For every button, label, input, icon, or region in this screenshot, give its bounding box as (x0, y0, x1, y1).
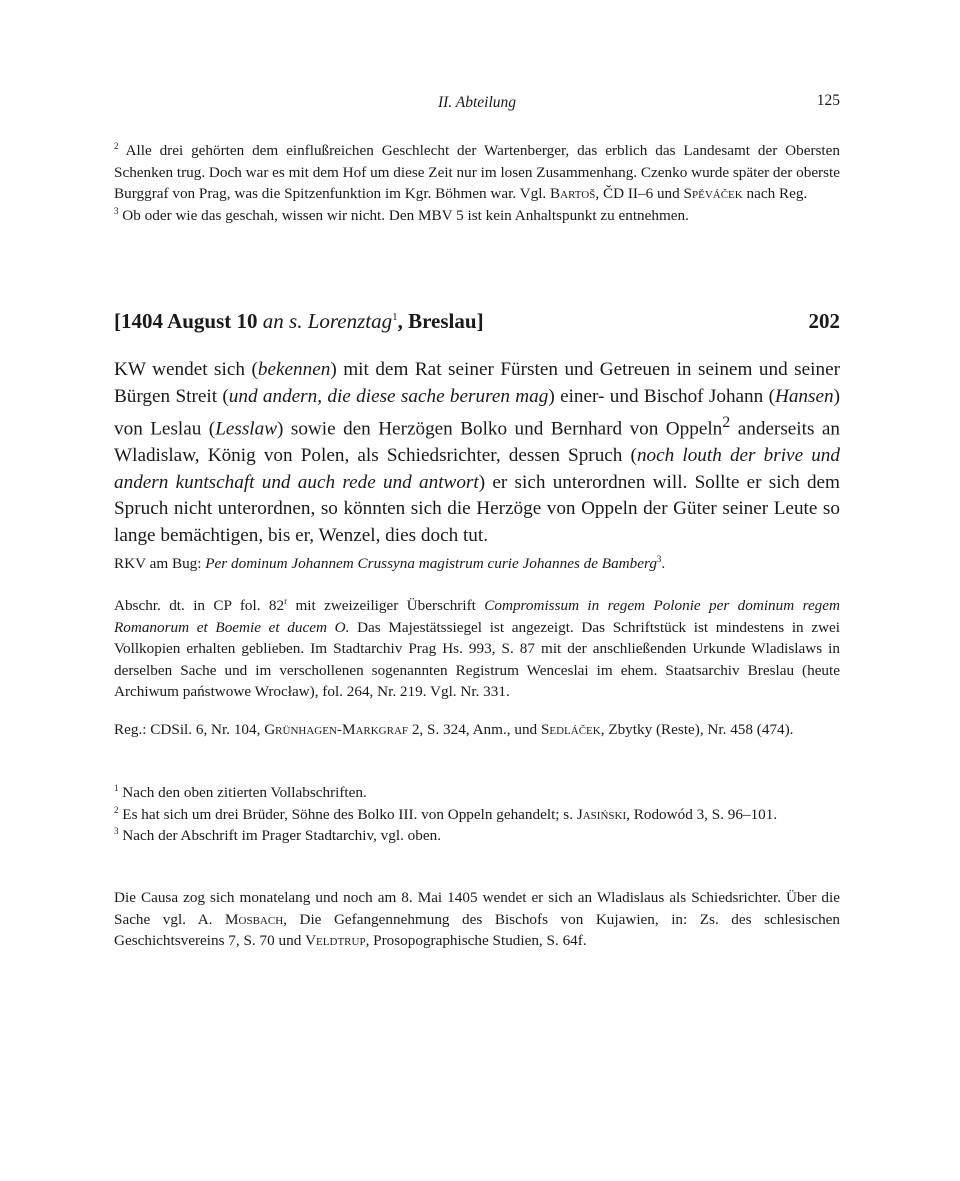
footnotes-top (114, 140, 840, 226)
footnote-text-segment: Ob oder wie das geschah, wissen wir nicht. Den MBV 5 ist kein Anhaltspunkt zu entnehmen. (122, 206, 689, 224)
regest-text-segment: bekennen (257, 359, 331, 380)
rkv-note (114, 553, 840, 575)
commentary-segment: Die Causa zog sich monatelang und noch am 8. Mai 1405 wendet er sich an Wladislaus als Schiedsrichter. Über die Sache vgl. A. (114, 889, 840, 928)
footnote (114, 782, 840, 804)
regest-text-segment: ) er sich unterordnen will. Sollte er sich dem Spruch nicht unterordnen, so könnten sich die Herzöge von Oppeln der Güter seiner Leute so lange bemächtigen, bis er, Wenzel, dies doch tut. (114, 471, 840, 546)
chapter-title: II. Abteilung (437, 94, 517, 111)
running-head (114, 94, 840, 118)
regest-text-segment: ) einer- und Bischof Johann ( (548, 385, 775, 407)
footnote (114, 804, 840, 826)
footnote-text-segment: Bartoš (550, 185, 596, 202)
footnote-mark: 3 (114, 205, 119, 216)
rkv-note-segment: 3 (656, 553, 662, 564)
entry-footnote-mark: 1 (392, 311, 398, 323)
footnote-text-segment: , ČD II–6 und (595, 185, 684, 202)
abschrift-note-segment: Abschr. dt. in CP fol. 82 (114, 597, 285, 614)
commentary-segment: , Die Gefangennehmung des Bischofs von Kujawien, in: Zs. des schlesischen Geschichtsvereins 7, S. 70 und (114, 910, 840, 949)
footnote-text-segment: Nach den oben zitierten Vollabschriften. (122, 784, 367, 801)
regest-text-segment: und andern, die diese sache beruren mag (228, 385, 549, 407)
footnote-text-segment: Nach der Abschrift im Prager Stadtarchiv, vgl. oben. (122, 827, 442, 844)
footnote-mark: 2 (114, 804, 119, 815)
rkv-note-segment: RKV am Bug: (114, 555, 206, 572)
footnote-text-segment: , Rodowód 3, S. 96–101. (626, 805, 778, 823)
footnote-mark: 1 (114, 782, 119, 793)
commentary-segment: , Prosopographische Studien, S. 64f. (365, 932, 587, 949)
regest-text-segment: Hansen (774, 385, 834, 407)
footnote-mark: 3 (114, 825, 119, 836)
regesten-note-segment: Grünhagen-Markgraf (264, 721, 409, 738)
regest-text-segment: 2 (722, 414, 731, 432)
footnote-mark: 2 (114, 140, 119, 151)
regest-text-segment: noch louth der brive und andern kuntschaft und auch rede und antwort (114, 445, 840, 493)
footnote-text-segment: Jasiński (576, 805, 627, 823)
entry-feast-day: an s. Lorenztag (262, 309, 393, 333)
footnote-text-segment: nach Reg. (742, 185, 808, 202)
abschrift-note (114, 595, 840, 703)
footnote-text-segment: Alle drei gehörten dem einflußreichen Geschlecht der Wartenberger, das erblich das Landesamt der Obersten Schenken trug. Doch war es mit dem Hof um diese Zeit nur im losen Zusammenhang. Czenko wurde später der oberste Burggraf von Prag, was die Spitzenfunktion im Kgr. Böhmen war. Vgl. (114, 142, 840, 202)
commentary-segment: Mosbach (225, 910, 284, 928)
page-number: 125 (816, 92, 840, 109)
footnotes-bottom (114, 782, 840, 847)
entry-date: [1404 August 10 (114, 309, 263, 333)
regest-text-segment: Lesslaw (215, 418, 278, 440)
abschrift-note-segment: Das Majestätssiegel ist angezeigt. Das Schriftstück ist mindestens in zwei Vollkopien erhalten geblieben. Im Stadtarchiv Prag Hs. 993, S. 87 mit der anschließenden Urkunde Wladislaws in derselben Sache und im verschollenen sogenannten Registrum Wenceslai im ehem. Staatsarchiv Breslau (heute Archiwum państwowe Wrocław), fol. 264, Nr. 219. Vgl. Nr. 331. (114, 618, 840, 700)
regesten-note-segment: 2, S. 324, Anm., und (408, 721, 541, 738)
entry-heading (114, 309, 840, 334)
regest-text-segment: anderseits an Wladislaw, König von Polen, als Schiedsrichter, dessen Spruch ( (114, 418, 840, 467)
regesten-note (114, 719, 840, 741)
regest-text-segment: KW wendet sich ( (114, 359, 258, 380)
footnote-text-segment: Es hat sich um drei Brüder, Söhne des Bolko III. von Oppeln gehandelt; s. (122, 805, 577, 823)
regesten-note-segment: Sedláček (540, 721, 601, 738)
regest-text-segment: ) von Leslau ( (114, 385, 840, 440)
entry-place: , Breslau] (397, 309, 484, 333)
rkv-note-segment: . (661, 555, 666, 572)
footnote (114, 825, 840, 847)
regesten-note-segment: Reg.: CDSil. 6, Nr. 104, (114, 721, 265, 738)
rkv-note-segment: Per dominum Johannem Crussyna magistrum curie Johannes de Bamberg (205, 555, 657, 572)
abschrift-note-segment: mit zweizeiliger Überschrift (287, 597, 485, 614)
footnote (114, 205, 840, 227)
regest-text-segment: ) mit dem Rat seiner Fürsten und Getreuen in seinem und seiner Bürgen Streit ( (114, 359, 840, 407)
commentary (114, 887, 840, 952)
regesten-note-segment: , Zbytky (Reste), Nr. 458 (474). (600, 721, 794, 738)
entry-number: 202 (808, 309, 840, 333)
commentary-segment: Veldtrup (305, 932, 366, 949)
abschrift-note-segment: r (284, 595, 288, 606)
regest-text (114, 357, 840, 550)
abschrift-note-segment: Compromissum in regem Polonie per dominum regem Romanorum et Boemie et ducem O. (114, 597, 840, 636)
footnote (114, 140, 840, 205)
footnote-text-segment: Spěváček (683, 185, 743, 202)
regest-text-segment: ) sowie den Herzögen Bolko und Bernhard von Oppeln (277, 418, 723, 440)
